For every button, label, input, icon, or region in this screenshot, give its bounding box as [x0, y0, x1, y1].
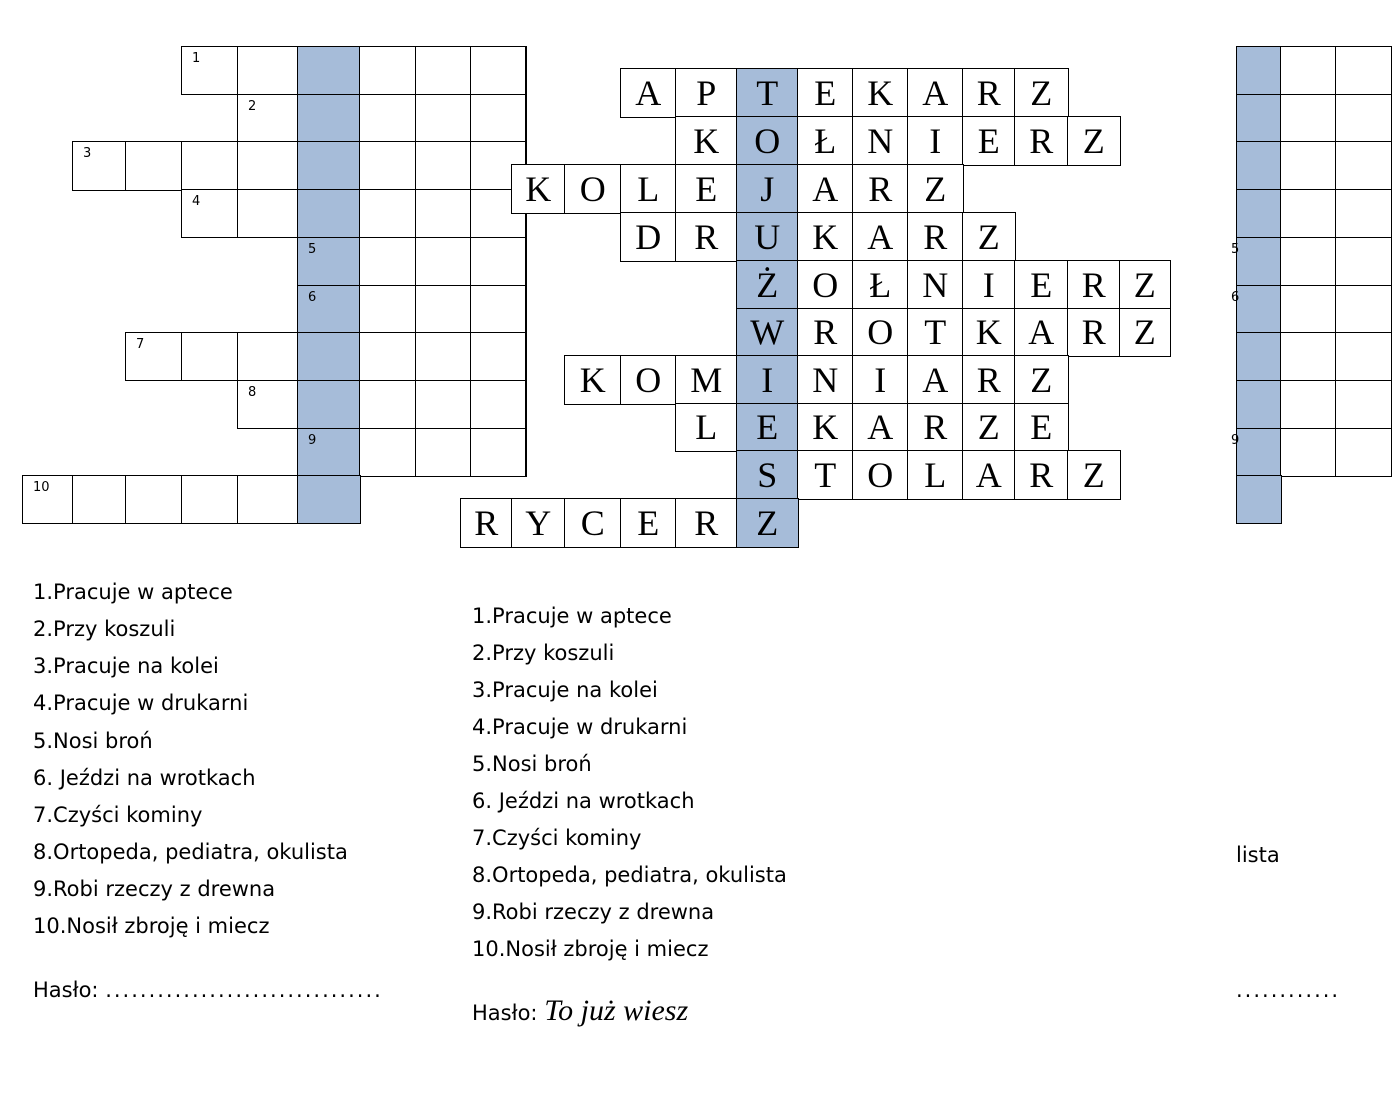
crossword-cell[interactable]: [1231, 428, 1282, 477]
answer-letter: N: [867, 120, 894, 161]
answer-letter: T: [924, 312, 947, 353]
crossword-cell[interactable]: [1335, 428, 1392, 477]
crossword-cell[interactable]: [1014, 308, 1069, 357]
answer-letter: E: [695, 168, 718, 209]
crossword-cell[interactable]: [359, 189, 417, 238]
crossword-cell[interactable]: [962, 308, 1016, 357]
answer-letter: R: [694, 216, 719, 257]
center-crossword-panel: [455, 60, 1175, 555]
crossword-cell[interactable]: [736, 450, 799, 500]
answer-letter: Z: [924, 168, 947, 209]
clue-6: 6. Jeździ na wrotkach: [33, 766, 256, 790]
clue-1: 1.Pracuje w aptece: [472, 604, 672, 628]
crossword-cell[interactable]: [181, 189, 239, 238]
answer-letter: N: [922, 264, 949, 305]
clue-number: 8: [248, 384, 257, 400]
crossword-cell[interactable]: [675, 355, 738, 405]
crossword-cell[interactable]: [852, 68, 909, 118]
clue-6: 6. Jeździ na wrotkach: [472, 789, 695, 813]
answer-letter: K: [579, 359, 606, 400]
crossword-cell[interactable]: [297, 428, 361, 477]
answer-letter: I: [982, 264, 995, 305]
answer-letter: E: [977, 120, 1000, 161]
answer-letter: I: [929, 120, 942, 161]
crossword-cell[interactable]: [797, 116, 854, 166]
crossword-cell[interactable]: [72, 475, 127, 524]
answer-letter: T: [814, 454, 837, 495]
clue-number: 6: [308, 289, 317, 305]
password-label: Hasło:: [33, 978, 99, 1002]
clue-number: 9: [1231, 432, 1240, 448]
answer-letter: P: [696, 72, 717, 113]
clue-number: 3: [83, 146, 92, 162]
crossword-cell[interactable]: [620, 355, 677, 405]
crossword-cell[interactable]: [1014, 403, 1069, 452]
answer-letter: L: [695, 407, 718, 448]
clue-number: 10: [33, 480, 50, 496]
crossword-cell[interactable]: [1280, 380, 1337, 429]
crossword-cell[interactable]: [852, 116, 909, 166]
crossword-cell[interactable]: [1280, 46, 1337, 95]
crossword-cell[interactable]: [181, 475, 239, 524]
password-letter: T: [756, 72, 779, 113]
crossword-cell[interactable]: [1119, 260, 1171, 310]
crossword-cell[interactable]: [181, 141, 239, 190]
crossword-cell[interactable]: [359, 332, 417, 381]
crossword-cell[interactable]: [675, 68, 738, 118]
answer-letter: R: [868, 168, 893, 209]
clue-3: 3.Pracuje na kolei: [472, 678, 658, 702]
clue-9: 9.Robi rzeczy z drewna: [472, 900, 715, 924]
crossword-cell[interactable]: [1335, 46, 1392, 95]
crossword-cell[interactable]: [1280, 332, 1337, 381]
answer-letter: R: [474, 502, 499, 543]
password-letter: Ż: [756, 264, 779, 305]
password-letter: W: [750, 312, 785, 353]
crossword-cell[interactable]: [1335, 380, 1392, 429]
crossword-cell[interactable]: [907, 68, 964, 118]
crossword-cell[interactable]: [1335, 94, 1392, 143]
crossword-cell[interactable]: [736, 116, 799, 166]
crossword-cell[interactable]: [736, 212, 799, 262]
crossword-cell[interactable]: [22, 475, 74, 524]
answer-letter: E: [1030, 407, 1053, 448]
answer-letter: R: [976, 72, 1001, 113]
crossword-cell[interactable]: [1231, 285, 1282, 334]
crossword-cell[interactable]: [797, 450, 854, 500]
answer-letter: R: [976, 359, 1001, 400]
crossword-cell[interactable]: [1014, 68, 1069, 118]
left-crossword-panel: [0, 0, 445, 560]
answer-letter: C: [580, 502, 605, 543]
crossword-cell[interactable]: [237, 475, 299, 524]
left-clue-list: [33, 580, 453, 938]
answer-letter: Z: [1030, 72, 1053, 113]
crossword-cell[interactable]: [1067, 450, 1121, 500]
clue-2: 2.Przy koszuli: [472, 641, 615, 665]
center-clue-list: [472, 604, 872, 961]
right-clue-fragment: lista: [1236, 843, 1280, 867]
answer-letter: Y: [525, 502, 552, 543]
crossword-cell[interactable]: [1236, 475, 1282, 524]
crossword-cell[interactable]: [1280, 141, 1337, 190]
crossword-cell[interactable]: [907, 355, 964, 405]
answer-letter: O: [867, 454, 894, 495]
crossword-cell[interactable]: [907, 212, 964, 262]
crossword-cell[interactable]: [1335, 237, 1392, 286]
crossword-cell[interactable]: [797, 68, 854, 118]
password-letter: S: [757, 454, 778, 495]
crossword-cell[interactable]: [1236, 46, 1282, 95]
crossword-cell[interactable]: [359, 141, 417, 190]
crossword-cell[interactable]: [675, 116, 738, 166]
crossword-cell[interactable]: [1067, 116, 1121, 166]
crossword-cell[interactable]: [962, 116, 1016, 166]
crossword-cell[interactable]: [962, 403, 1016, 452]
answer-letter: E: [637, 502, 660, 543]
crossword-cell[interactable]: [675, 212, 738, 262]
crossword-cell[interactable]: [359, 94, 417, 143]
answer-letter: K: [867, 72, 894, 113]
crossword-cell[interactable]: [962, 68, 1016, 118]
answer-letter: L: [924, 454, 947, 495]
crossword-cell[interactable]: [1236, 94, 1282, 143]
crossword-cell[interactable]: [620, 68, 677, 118]
crossword-cell[interactable]: [962, 450, 1016, 500]
crossword-cell[interactable]: [620, 164, 677, 214]
crossword-cell[interactable]: [620, 212, 677, 262]
crossword-cell[interactable]: [297, 285, 361, 334]
answer-letter: A: [922, 72, 949, 113]
crossword-cell[interactable]: [125, 475, 183, 524]
crossword-cell[interactable]: [736, 403, 799, 452]
clue-7: 7.Czyści kominy: [33, 803, 203, 827]
answer-letter: Z: [1133, 312, 1156, 353]
crossword-cell[interactable]: [620, 498, 677, 548]
crossword-cell[interactable]: [736, 164, 799, 214]
crossword-cell[interactable]: [797, 164, 854, 214]
answer-letter: A: [1028, 312, 1055, 353]
crossword-cell[interactable]: [359, 285, 417, 334]
crossword-cell[interactable]: [237, 189, 299, 238]
password-letter: Z: [756, 502, 779, 543]
crossword-cell[interactable]: [125, 141, 183, 190]
answer-letter: A: [812, 168, 839, 209]
clue-5: 5.Nosi broń: [33, 729, 153, 753]
crossword-cell[interactable]: [736, 260, 799, 310]
answer-letter: O: [867, 312, 894, 353]
crossword-cell[interactable]: [359, 428, 417, 477]
crossword-cell[interactable]: [852, 212, 909, 262]
answer-letter: K: [812, 216, 839, 257]
clue-9: 9.Robi rzeczy z drewna: [33, 877, 276, 901]
crossword-cell[interactable]: [1231, 237, 1282, 286]
answer-letter: K: [975, 312, 1002, 353]
left-crossword-grid: [0, 0, 445, 560]
crossword-cell[interactable]: [797, 355, 854, 405]
crossword-cell[interactable]: [564, 498, 622, 548]
answer-letter: Z: [977, 407, 1000, 448]
crossword-cell[interactable]: [1119, 308, 1171, 357]
password-letter: E: [756, 407, 779, 448]
crossword-cell[interactable]: [675, 498, 738, 548]
crossword-cell[interactable]: [1236, 332, 1282, 381]
answer-letter: K: [812, 407, 839, 448]
answer-letter: A: [975, 454, 1002, 495]
answer-letter: Z: [1133, 264, 1156, 305]
crossword-cell[interactable]: [907, 116, 964, 166]
clue-number: 9: [308, 432, 317, 448]
answer-letter: E: [814, 72, 837, 113]
right-crossword-grid: [1231, 0, 1363, 560]
password-answer: To już wiesz: [544, 994, 689, 1027]
right-crossword-panel: [1231, 0, 1363, 560]
crossword-cell[interactable]: [460, 498, 513, 548]
left-password-line: [33, 978, 443, 1002]
answer-letter: R: [923, 216, 948, 257]
answer-letter: A: [867, 407, 894, 448]
crossword-cell[interactable]: [962, 260, 1016, 310]
clue-1: 1.Pracuje w aptece: [33, 580, 233, 604]
clue-10: 10.Nosił zbroję i miecz: [472, 937, 709, 961]
answer-letter: R: [813, 312, 838, 353]
answer-letter: O: [579, 168, 606, 209]
crossword-cell[interactable]: [1280, 285, 1337, 334]
crossword-cell[interactable]: [237, 380, 299, 429]
answer-letter: Z: [1082, 120, 1105, 161]
crossword-cell[interactable]: [359, 380, 417, 429]
crossword-cell[interactable]: [907, 308, 964, 357]
crossword-cell[interactable]: [1335, 141, 1392, 190]
clue-number: 5: [308, 241, 317, 257]
password-letter: U: [754, 216, 781, 257]
crossword-cell[interactable]: [962, 355, 1016, 405]
crossword-cell[interactable]: [1236, 141, 1282, 190]
answer-letter: N: [812, 359, 839, 400]
clue-3: 3.Pracuje na kolei: [33, 654, 219, 678]
password-letter: O: [754, 120, 781, 161]
clue-number: 7: [136, 337, 145, 353]
crossword-cell[interactable]: [511, 164, 566, 214]
crossword-cell[interactable]: [907, 164, 964, 214]
password-letter: J: [760, 168, 775, 209]
crossword-cell[interactable]: [736, 355, 799, 405]
crossword-cell[interactable]: [237, 332, 299, 381]
answer-letter: A: [635, 72, 662, 113]
answer-letter: Ł: [869, 264, 892, 305]
crossword-cell[interactable]: [359, 46, 417, 95]
center-password-line: [472, 994, 688, 1028]
clue-7: 7.Czyści kominy: [472, 826, 642, 850]
crossword-cell[interactable]: [1335, 332, 1392, 381]
answer-letter: R: [1029, 120, 1054, 161]
answer-letter: D: [635, 216, 662, 257]
password-blank[interactable]: ................................: [105, 978, 383, 1002]
password-blank[interactable]: ............: [1236, 978, 1341, 1002]
clue-4: 4.Pracuje w drukarni: [33, 691, 249, 715]
crossword-cell[interactable]: [297, 475, 361, 524]
answer-letter: I: [874, 359, 887, 400]
crossword-cell[interactable]: [852, 260, 909, 310]
answer-letter: A: [922, 359, 949, 400]
crossword-cell[interactable]: [564, 355, 622, 405]
crossword-cell[interactable]: [1236, 380, 1282, 429]
crossword-cell[interactable]: [1014, 116, 1069, 166]
center-crossword-grid: [455, 60, 1175, 555]
crossword-cell[interactable]: [852, 355, 909, 405]
crossword-cell[interactable]: [852, 164, 909, 214]
clue-8: 8.Ortopeda, pediatra, okulista: [472, 863, 787, 887]
answer-letter: R: [1081, 264, 1106, 305]
crossword-cell[interactable]: [1280, 428, 1337, 477]
answer-letter: O: [812, 264, 839, 305]
clue-number: 2: [248, 98, 257, 114]
crossword-cell[interactable]: [297, 189, 361, 238]
answer-letter: R: [923, 407, 948, 448]
clue-number: 4: [192, 194, 201, 210]
clue-number: 1: [192, 51, 201, 66]
crossword-cell[interactable]: [1335, 189, 1392, 238]
clue-4: 4.Pracuje w drukarni: [472, 715, 688, 739]
crossword-cell[interactable]: [1236, 189, 1282, 238]
crossword-cell[interactable]: [797, 212, 854, 262]
clue-8: 8.Ortopeda, pediatra, okulista: [33, 840, 348, 864]
answer-letter: Z: [1082, 454, 1105, 495]
crossword-cell[interactable]: [359, 237, 417, 286]
crossword-cell[interactable]: [181, 332, 239, 381]
crossword-cell[interactable]: [297, 46, 361, 95]
answer-letter: Ł: [814, 120, 837, 161]
answer-letter: A: [867, 216, 894, 257]
crossword-cell[interactable]: [852, 308, 909, 357]
clue-number: 5: [1231, 241, 1240, 257]
crossword-cell[interactable]: [125, 332, 183, 381]
answer-letter: K: [693, 120, 720, 161]
crossword-cell[interactable]: [72, 141, 127, 190]
crossword-cell[interactable]: [1280, 189, 1337, 238]
crossword-cell[interactable]: [736, 68, 799, 118]
answer-letter: R: [1029, 454, 1054, 495]
clue-5: 5.Nosi broń: [472, 752, 592, 776]
answer-letter: R: [694, 502, 719, 543]
crossword-cell[interactable]: [962, 212, 1016, 262]
crossword-cell[interactable]: [1067, 260, 1121, 310]
crossword-cell[interactable]: [736, 498, 799, 548]
right-password-line: [1236, 978, 1363, 1002]
answer-letter: O: [635, 359, 662, 400]
answer-letter: L: [637, 168, 660, 209]
answer-letter: K: [525, 168, 552, 209]
clue-2: 2.Przy koszuli: [33, 617, 176, 641]
crossword-cell[interactable]: [1014, 260, 1069, 310]
answer-letter: Z: [977, 216, 1000, 257]
crossword-cell[interactable]: [297, 141, 361, 190]
crossword-cell[interactable]: [852, 450, 909, 500]
crossword-cell[interactable]: [237, 94, 299, 143]
crossword-cell[interactable]: [1335, 285, 1392, 334]
crossword-cell[interactable]: [297, 380, 361, 429]
crossword-cell[interactable]: [907, 403, 964, 452]
crossword-cell[interactable]: [797, 308, 854, 357]
password-label: Hasło:: [472, 1001, 538, 1025]
crossword-cell[interactable]: [237, 141, 299, 190]
crossword-cell[interactable]: [907, 260, 964, 310]
crossword-cell[interactable]: [237, 46, 299, 95]
crossword-cell[interactable]: [736, 308, 799, 357]
password-letter: I: [761, 359, 774, 400]
crossword-cell[interactable]: [297, 94, 361, 143]
crossword-cell[interactable]: [907, 450, 964, 500]
crossword-cell[interactable]: [1280, 94, 1337, 143]
clue-10: 10.Nosił zbroję i miecz: [33, 914, 270, 938]
crossword-cell[interactable]: [852, 403, 909, 452]
crossword-cell[interactable]: [1014, 450, 1069, 500]
crossword-cell[interactable]: [797, 403, 854, 452]
crossword-cell[interactable]: [181, 46, 239, 95]
crossword-cell[interactable]: [797, 260, 854, 310]
crossword-cell[interactable]: [297, 332, 361, 381]
crossword-cell[interactable]: [564, 164, 622, 214]
crossword-cell[interactable]: [297, 237, 361, 286]
crossword-cell[interactable]: [675, 164, 738, 214]
clue-number: 6: [1231, 289, 1240, 305]
answer-letter: M: [690, 359, 723, 400]
crossword-cell[interactable]: [1014, 355, 1069, 405]
crossword-cell[interactable]: [511, 498, 566, 548]
crossword-cell[interactable]: [1067, 308, 1121, 357]
crossword-cell[interactable]: [1280, 237, 1337, 286]
answer-letter: E: [1030, 264, 1053, 305]
answer-letter: R: [1081, 312, 1106, 353]
answer-letter: Z: [1030, 359, 1053, 400]
crossword-cell[interactable]: [675, 403, 738, 452]
